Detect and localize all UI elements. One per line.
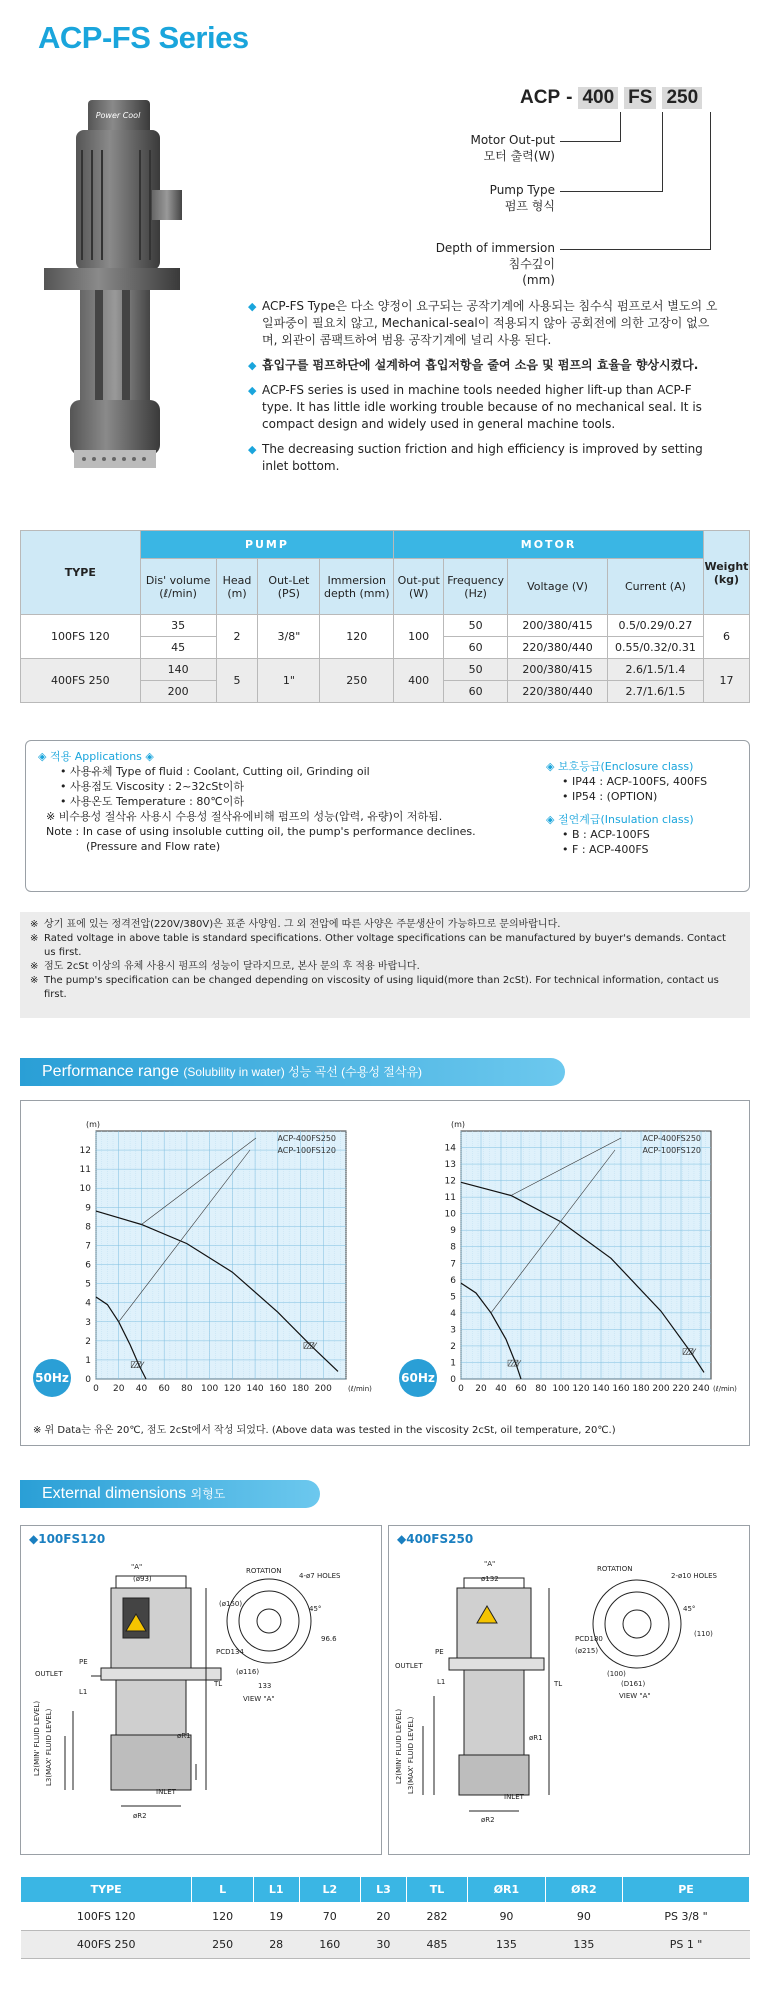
svg-text:ø132: ø132 — [481, 1575, 499, 1583]
dim-drawing-400fs250 — [388, 1525, 750, 1855]
group-motor: MOTOR — [394, 531, 704, 559]
svg-text:OUTLET: OUTLET — [35, 1670, 63, 1678]
dimension-table: TYPE L L1 L2 L3 TL ØR1 ØR2 PE 100FS 120 120 19 70 20 282 90 90 PS 3/8 " 400FS 250 250 28 160 30 485 135 135 PS 1 " — [20, 1876, 750, 1959]
y-tick-label: 4 — [85, 1298, 91, 1309]
col-weight: Weight (kg) — [703, 531, 749, 615]
x-tick-label: 100 — [552, 1384, 570, 1394]
x-tick-label: 140 — [592, 1384, 610, 1394]
svg-text:96.6: 96.6 — [321, 1635, 337, 1643]
x-tick-label: 180 — [632, 1384, 650, 1394]
legend-entry: ACP-100FS120 — [642, 1146, 701, 1155]
y-tick-label: 10 — [79, 1184, 91, 1195]
svg-text:(ø150): (ø150) — [219, 1600, 243, 1608]
x-tick-label: 100 — [201, 1384, 219, 1394]
y-tick-label: 14 — [444, 1143, 456, 1154]
performance-chart-box — [20, 1100, 750, 1446]
x-tick-label: 240 — [692, 1384, 710, 1394]
svg-text:VIEW "A": VIEW "A" — [243, 1695, 275, 1703]
y-tick-label: 5 — [85, 1279, 91, 1290]
performance-heading: Performance range (Solubility in water) 성능 곡선 (수용성 절삭유) — [20, 1058, 565, 1086]
x-tick-label: 200 — [314, 1384, 332, 1394]
svg-text:L3(MAX' FLUID LEVEL): L3(MAX' FLUID LEVEL) — [45, 1708, 53, 1786]
y-tick-label: 11 — [444, 1193, 456, 1204]
col-dis: Dis' volume (ℓ/min) — [140, 559, 216, 615]
y-axis-label: (m) — [451, 1120, 466, 1129]
svg-text:"A": "A" — [484, 1560, 496, 1568]
svg-text:(100): (100) — [607, 1670, 626, 1678]
x-tick-label: 20 — [475, 1384, 487, 1394]
group-pump: PUMP — [140, 531, 394, 559]
x-tick-label: 200 — [652, 1384, 670, 1394]
chart-60hz — [406, 1113, 746, 1413]
y-tick-label: 8 — [85, 1222, 91, 1233]
col-type: TYPE — [21, 531, 141, 615]
y-tick-label: 1 — [450, 1358, 456, 1369]
y-tick-label: 11 — [79, 1165, 91, 1176]
dim-drawing-100fs120 — [20, 1525, 382, 1855]
y-tick-label: 5 — [450, 1292, 456, 1303]
svg-text:(ø93): (ø93) — [133, 1575, 152, 1583]
svg-text:45°: 45° — [683, 1605, 696, 1613]
svg-text:TL: TL — [214, 1680, 223, 1688]
dim-title-400fs250: ◆400FS250 — [397, 1532, 474, 1546]
table-row: 45 60 220/380/440 0.55/0.32/0.31 — [21, 637, 750, 659]
x-tick-label: 60 — [515, 1384, 527, 1394]
badge-60hz: 60Hz — [399, 1359, 437, 1397]
y-tick-label: 12 — [79, 1146, 91, 1157]
x-tick-label: 20 — [113, 1384, 125, 1394]
table-row: 100FS 120 120 19 70 20 282 90 90 PS 3/8 " — [21, 1903, 750, 1931]
pump-product-image — [40, 90, 190, 490]
bullet-4: ◆ The decreasing suction friction and high efficiency is improved by setting inlet bottom. — [248, 442, 703, 473]
y-tick-label: 9 — [85, 1203, 91, 1214]
x-tick-label: 40 — [135, 1384, 148, 1394]
y-tick-label: 6 — [450, 1275, 456, 1286]
svg-text:TL: TL — [554, 1680, 563, 1688]
model-dash: - — [566, 87, 573, 108]
model-power: 400 — [578, 87, 618, 109]
table-row: 200 60 220/380/440 2.7/1.6/1.5 — [21, 681, 750, 703]
svg-text:45°: 45° — [309, 1605, 322, 1613]
x-tick-label: 180 — [291, 1384, 310, 1394]
y-tick-label: 0 — [85, 1375, 91, 1385]
y-tick-label: 2 — [450, 1341, 456, 1352]
y-tick-label: 0 — [450, 1375, 456, 1385]
model-prefix: ACP — [520, 87, 561, 108]
x-tick-label: 120 — [572, 1384, 590, 1394]
badge-50hz: 50Hz — [33, 1359, 71, 1397]
y-tick-label: 13 — [444, 1160, 456, 1171]
table-row: 400FS 250 140 5 1" 250 400 50 200/380/415 2.6/1.5/1.4 17 — [21, 659, 750, 681]
label-pump-type: Pump Type 펌프 형식 — [489, 183, 555, 213]
x-tick-label: 60 — [158, 1384, 170, 1394]
svg-text:L2(MIN' FLUID LEVEL): L2(MIN' FLUID LEVEL) — [33, 1700, 41, 1776]
svg-text:L2(MIN' FLUID LEVEL): L2(MIN' FLUID LEVEL) — [395, 1708, 403, 1784]
svg-text:øR2: øR2 — [133, 1812, 147, 1820]
svg-text:4-ø7 HOLES: 4-ø7 HOLES — [299, 1572, 341, 1580]
x-axis-label: (ℓ/min) — [713, 1385, 737, 1393]
x-tick-label: 140 — [246, 1384, 264, 1394]
y-tick-label: 8 — [450, 1242, 456, 1253]
svg-text:PE: PE — [435, 1648, 444, 1656]
applications-heading: ◈ 적용 Applications ◈ — [38, 750, 154, 763]
y-tick-label: 4 — [450, 1308, 456, 1319]
svg-text:INLET: INLET — [156, 1788, 176, 1796]
svg-text:"A": "A" — [131, 1563, 143, 1571]
col-output: Out-put (W) — [394, 559, 444, 615]
chart-footnote: ※ 위 Data는 유온 20℃, 점도 2cSt에서 작성 되었다. (Above data was tested in the viscosity 2cSt, oil temperature, 20℃.) — [33, 1425, 616, 1436]
y-tick-label: 1 — [85, 1355, 91, 1366]
feature-bullets — [248, 298, 718, 483]
y-tick-label: 3 — [85, 1317, 91, 1328]
dim-svg-100fs120 — [21, 1526, 381, 1846]
legend-entry: ACP-400FS250 — [277, 1134, 336, 1143]
svg-text:PCD180: PCD180 — [575, 1635, 603, 1643]
table-row: 400FS 250 250 28 160 30 485 135 135 PS 1 " — [21, 1931, 750, 1959]
legend-entry: ACP-100FS120 — [277, 1146, 336, 1155]
label-motor-output: Motor Out-put 모터 출력(W) — [470, 133, 555, 163]
y-axis-label: (m) — [86, 1120, 101, 1129]
bullet-2: ◆ 흡입구를 펌프하단에 설계하여 흡입저항을 줄여 소음 및 펌프의 효율을 향상시켰다. — [248, 358, 699, 372]
svg-text:øR1: øR1 — [529, 1734, 543, 1742]
svg-text:(110): (110) — [694, 1630, 713, 1638]
bullet-1: ◆ ACP-FS Type은 다소 양정이 요구되는 공작기계에 사용되는 침수식 펌프로서 별도의 오일파중이 필요치 않고, Mechanical-seal이 적용되지 않아 공회전에 의한 고장이 없으며, 외관이 콤팩트하여 범용 공작기계에 널리 사용 된다. — [248, 299, 718, 347]
x-tick-label: 0 — [458, 1384, 464, 1394]
y-tick-label: 9 — [450, 1226, 456, 1237]
dim-svg-400fs250 — [389, 1526, 749, 1846]
y-tick-label: 7 — [450, 1259, 456, 1270]
dim-title-100fs120: ◆100FS120 — [29, 1532, 106, 1546]
col-voltage: Voltage (V) — [508, 559, 608, 615]
x-tick-label: 220 — [672, 1384, 690, 1394]
svg-text:L1: L1 — [437, 1678, 446, 1686]
y-tick-label: 10 — [444, 1209, 456, 1220]
legend-entry: ACP-400FS250 — [642, 1134, 701, 1143]
svg-text:(D161): (D161) — [621, 1680, 646, 1688]
insulation-heading: ◈ 절연계급(Insulation class) — [546, 813, 694, 826]
y-tick-label: 12 — [444, 1176, 456, 1187]
svg-text:INLET: INLET — [504, 1793, 524, 1801]
x-tick-label: 40 — [495, 1384, 507, 1394]
svg-text:OUTLET: OUTLET — [395, 1662, 423, 1670]
y-tick-label: 2 — [85, 1336, 91, 1347]
y-tick-label: 3 — [450, 1325, 456, 1336]
page-title: ACP-FS Series — [38, 20, 249, 55]
col-current: Current (A) — [607, 559, 703, 615]
svg-text:L3(MAX' FLUID LEVEL): L3(MAX' FLUID LEVEL) — [407, 1716, 415, 1794]
notes-box: ※ 상기 표에 있는 정격전압(220V/380V)은 표준 사양임. 그 외 전압에 따른 사양은 주문생산이 가능하므로 문의바랍니다. ※ Rated voltage in above table is standard specifications. Other voltage specifications can be manufactured by buyer's demands. Contact us first. ※ 점도 2cSt 이상의 유체 사용시 펌프의 성능이 달라지므로, 본사 문의 후 적용 바랍니다. ※ The pump's specification can be changed depending on viscosity of using liquid(more than 2cSt). For technical information, contact us first. — [20, 912, 750, 1018]
enclosure-heading: ◈ 보호등급(Enclosure class) — [546, 760, 694, 773]
svg-text:VIEW "A": VIEW "A" — [619, 1692, 651, 1700]
x-tick-label: 80 — [535, 1384, 547, 1394]
svg-text:ROTATION: ROTATION — [597, 1565, 633, 1573]
y-tick-label: 7 — [85, 1241, 91, 1252]
svg-text:ROTATION: ROTATION — [246, 1567, 282, 1575]
dimensions-heading: External dimensions 외형도 — [20, 1480, 320, 1508]
model-series: FS — [624, 87, 656, 109]
svg-text:PCD134: PCD134 — [216, 1648, 244, 1656]
col-head: Head (m) — [216, 559, 258, 615]
x-tick-label: 120 — [223, 1384, 241, 1394]
svg-text:2-ø10 HOLES: 2-ø10 HOLES — [671, 1572, 717, 1580]
x-tick-label: 160 — [269, 1384, 287, 1394]
y-tick-label: 6 — [85, 1260, 91, 1271]
label-immersion-depth: Depth of immersion 침수깊이 (mm) — [435, 241, 555, 287]
svg-text:(ø215): (ø215) — [575, 1647, 599, 1655]
applications-box: ◈ 적용 Applications ◈ • 사용유체 Type of fluid : Coolant, Cutting oil, Grinding oil • 사용점도 Viscosity : 2~32cSt이하 • 사용온도 Temperature : 80℃이하 ※ 비수용성 절삭유 사용시 수용성 절삭유에비해 펌프의 성능(압력, 유량)이 저하됨. Note : In case of using insoluble cutting oil, the pump's performance declines. (Pressure and Flow rate) ◈ 보호등급(Enclosure class) • IP44 : ACP-100FS, 400FS • IP54 : (OPTION) ◈ 절연계급(Insulation class) • B : ACP-100FS • F : ACP-400FS — [25, 740, 750, 892]
spec-table — [20, 530, 750, 703]
bullet-3: ◆ ACP-FS series is used in machine tools needed higher lift-up than ACP-F type. It has little idle working trouble because of no mechanical seal. It is compact design and widely used in general machine tools. — [248, 383, 702, 431]
x-tick-label: 80 — [181, 1384, 193, 1394]
col-depth: Immersion depth (mm) — [320, 559, 394, 615]
svg-text:øR2: øR2 — [481, 1816, 495, 1824]
svg-text:(ø116): (ø116) — [236, 1668, 260, 1676]
svg-text:PE: PE — [79, 1658, 88, 1666]
x-axis-label: (ℓ/min) — [348, 1385, 372, 1393]
col-outlet: Out-Let (PS) — [258, 559, 320, 615]
x-tick-label: 160 — [612, 1384, 630, 1394]
brand-plate: Power Cool — [95, 111, 141, 120]
table-row: 100FS 120 35 2 3/8" 120 100 50 200/380/415 0.5/0.29/0.27 6 — [21, 615, 750, 637]
chart-50hz — [41, 1113, 381, 1413]
model-code — [520, 87, 702, 109]
col-frequency: Frequency (Hz) — [444, 559, 508, 615]
svg-text:L1: L1 — [79, 1688, 88, 1696]
svg-text:133: 133 — [258, 1682, 272, 1690]
model-depth: 250 — [662, 87, 702, 109]
svg-text:øR1: øR1 — [177, 1732, 191, 1740]
x-tick-label: 0 — [93, 1384, 99, 1394]
